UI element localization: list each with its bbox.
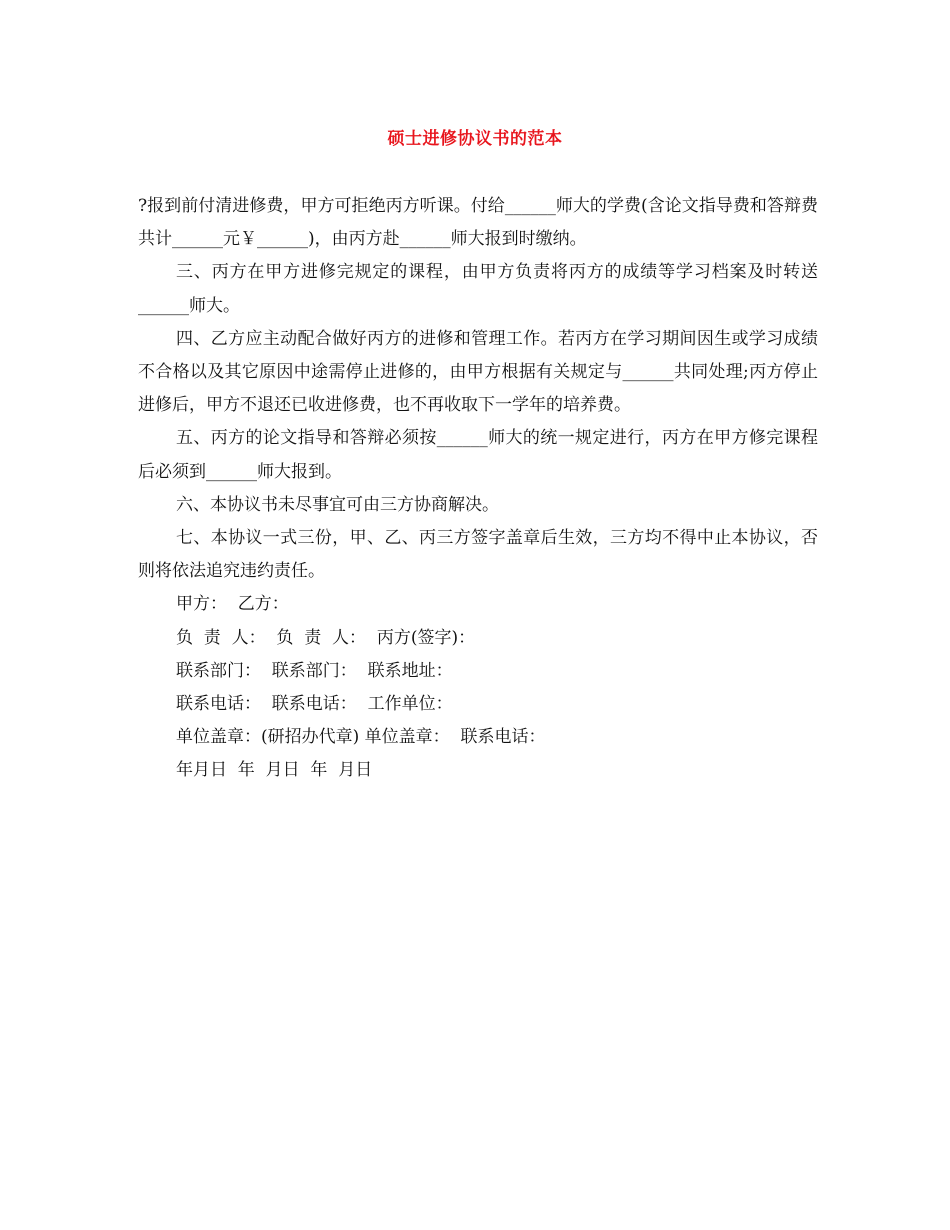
signature-line-responsible-person: 负 责 人： 负 责 人： 丙方(签字)： xyxy=(176,627,476,648)
paragraph-clause-7: 七、本协议一式三份，甲、乙、丙三方签字盖章后生效，三方均不得中止本协议，否则将依法追究违约责任。 xyxy=(138,528,818,582)
document-title: 硕士进修协议书的范本 xyxy=(387,129,563,149)
signature-line-parties: 甲方： 乙方： xyxy=(176,594,289,615)
document-body xyxy=(138,190,818,788)
paragraph-clause-3: 三、丙方在甲方进修完规定的课程，由甲方负责将丙方的成绩等学习档案及时转送______师大。 xyxy=(138,262,818,316)
signature-block xyxy=(138,588,818,787)
paragraph-clause-4: 四、乙方应主动配合做好丙方的进修和管理工作。若丙方在学习期间因生或学习成绩不合格以及其它原因中途需停止进修的，由甲方根据有关规定与______共同处理;丙方停止进修后，甲方不退还已收进修费，也不再收取下一学年的培养费。 xyxy=(138,328,818,416)
signature-line-date: 年月日 年 月日 年 月日 xyxy=(176,760,373,781)
paragraph-clause-6: 六、本协议书未尽事宜可由三方协商解决。 xyxy=(176,494,499,515)
signature-line-seal: 单位盖章：(研招办代章) 单位盖章： 联系电话： xyxy=(176,727,546,748)
paragraph-fee-payment: ?报到前付清进修费，甲方可拒绝丙方听课。付给______师大的学费(含论文指导费和答辩费共计______元￥______)，由丙方赴______师大报到时缴纳。 xyxy=(138,196,818,250)
signature-line-phone: 联系电话： 联系电话： 工作单位： xyxy=(176,694,453,715)
paragraph-clause-5: 五、丙方的论文指导和答辩必须按______师大的统一规定进行，丙方在甲方修完课程后必须到______师大报到。 xyxy=(138,428,818,482)
signature-line-department: 联系部门： 联系部门： 联系地址： xyxy=(176,660,453,681)
